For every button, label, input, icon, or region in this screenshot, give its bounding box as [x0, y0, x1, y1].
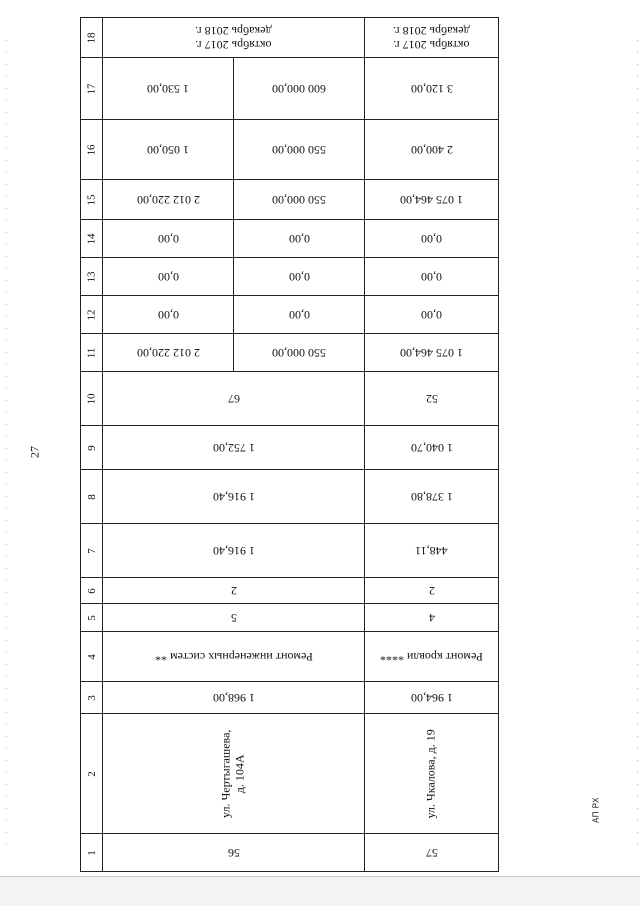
- table-row-col-12: [81, 296, 499, 334]
- table-row-col-8: [81, 470, 499, 524]
- table-row-col-6: [81, 578, 499, 604]
- row-56-number: 56: [103, 834, 365, 872]
- row-57-col7-value: 448,11: [365, 524, 499, 578]
- row-57-col16-value: 2 400,00: [365, 120, 499, 180]
- column-number-11: 11: [81, 334, 103, 372]
- row-56-col14-value: 0,00: [103, 220, 234, 258]
- row-56-col13-value: 0,00: [103, 258, 234, 296]
- table-row-col-13: [81, 258, 499, 296]
- table-row-col-16: [81, 120, 499, 180]
- row-57-col10-value: 52: [365, 372, 499, 426]
- table-row-col-3: [81, 682, 499, 714]
- column-number-17: 17: [81, 58, 103, 120]
- column-number-2: 2: [81, 714, 103, 834]
- column-number-3: 3: [81, 682, 103, 714]
- footer-mark: АП РХ: [591, 796, 601, 824]
- row-57-col15-value: 1 075 464,00: [365, 180, 499, 220]
- row-56-address: ул. Чертыгашева, д. 104А: [103, 714, 365, 834]
- row-56-col12-value: 0,00: [103, 296, 234, 334]
- row-57-col8-value: 1 378,80: [365, 470, 499, 524]
- column-number-4: 4: [81, 632, 103, 682]
- row-56-work-type: Ремонт инженерных систем **: [103, 632, 365, 682]
- row-57-col14-value: 0,00: [365, 220, 499, 258]
- column-number-14: 14: [81, 220, 103, 258]
- column-number-1: 1: [81, 834, 103, 872]
- row-57-work-type: Ремонт кровли ****: [365, 632, 499, 682]
- table-row-col-7: [81, 524, 499, 578]
- column-number-16: 16: [81, 120, 103, 180]
- row-57-col17-value: 3 120,00: [365, 58, 499, 120]
- column-number-12: 12: [81, 296, 103, 334]
- table-row-col-4: [81, 632, 499, 682]
- row-56-col15-amount: 550 000,00: [234, 180, 365, 220]
- column-number-9: 9: [81, 426, 103, 470]
- bottom-strip: [0, 876, 640, 906]
- left-edge-dots: [6, 40, 7, 845]
- column-number-13: 13: [81, 258, 103, 296]
- row-56-col10-value: 67: [103, 372, 365, 426]
- table-row-col-17: [81, 58, 499, 120]
- row-57-col5-value: 4: [365, 604, 499, 632]
- row-57-schedule-cell: октябрь 2017 г. декабрь 2018 г.: [365, 18, 499, 58]
- row-56-col14-amount: 0,00: [234, 220, 365, 258]
- row-56-col17-amount: 600 000,00: [234, 58, 365, 120]
- table-row-col-18: [81, 18, 499, 58]
- row-56-schedule-cell: октябрь 2017 г. декабрь 2018 г.: [103, 18, 365, 58]
- column-number-10: 10: [81, 372, 103, 426]
- row-57-col6-value: 2: [365, 578, 499, 604]
- row-56-col3-value: 1 968,00: [103, 682, 365, 714]
- column-number-15: 15: [81, 180, 103, 220]
- row-56-col15-value: 2 012 220,00: [103, 180, 234, 220]
- row-57-address: ул. Чкалова, д. 19: [365, 714, 499, 834]
- table-row-col-2: [81, 714, 499, 834]
- column-number-6: 6: [81, 578, 103, 604]
- row-57-col13-value: 0,00: [365, 258, 499, 296]
- column-number-5: 5: [81, 604, 103, 632]
- column-number-8: 8: [81, 470, 103, 524]
- row-56-col12-amount: 0,00: [234, 296, 365, 334]
- row-56-col8-value: 1 916,40: [103, 470, 365, 524]
- table-row-col-11: [81, 334, 499, 372]
- page-number: 27: [27, 446, 42, 458]
- row-56-col16-amount: 550 000,00: [234, 120, 365, 180]
- row-57-number: 57: [365, 834, 499, 872]
- table-row-col-9: [81, 426, 499, 470]
- row-57-col12-value: 0,00: [365, 296, 499, 334]
- row-56-col5-value: 5: [103, 604, 365, 632]
- row-56-col9-value: 1 752,00: [103, 426, 365, 470]
- repair-schedule-table: [80, 17, 499, 872]
- table-row-col-5: [81, 604, 499, 632]
- row-56-col11-amount: 550 000,00: [234, 334, 365, 372]
- row-56-col17-value: 1 530,00: [103, 58, 234, 120]
- table-row-col-10: [81, 372, 499, 426]
- row-56-col16-value: 1 050,00: [103, 120, 234, 180]
- column-number-7: 7: [81, 524, 103, 578]
- row-56-col13-amount: 0,00: [234, 258, 365, 296]
- column-number-18: 18: [81, 18, 103, 58]
- row-57-col9-value: 1 040,70: [365, 426, 499, 470]
- row-56-col7-value: 1 916,40: [103, 524, 365, 578]
- right-edge-dots: [637, 40, 638, 845]
- table-row-col-15: [81, 180, 499, 220]
- row-56-col6-value: 2: [103, 578, 365, 604]
- row-57-col3-value: 1 964,00: [365, 682, 499, 714]
- row-57-col11-value: 1 075 464,00: [365, 334, 499, 372]
- row-56-col11-value: 2 012 220,00: [103, 334, 234, 372]
- table-row-col-1: [81, 834, 499, 872]
- table-row-col-14: [81, 220, 499, 258]
